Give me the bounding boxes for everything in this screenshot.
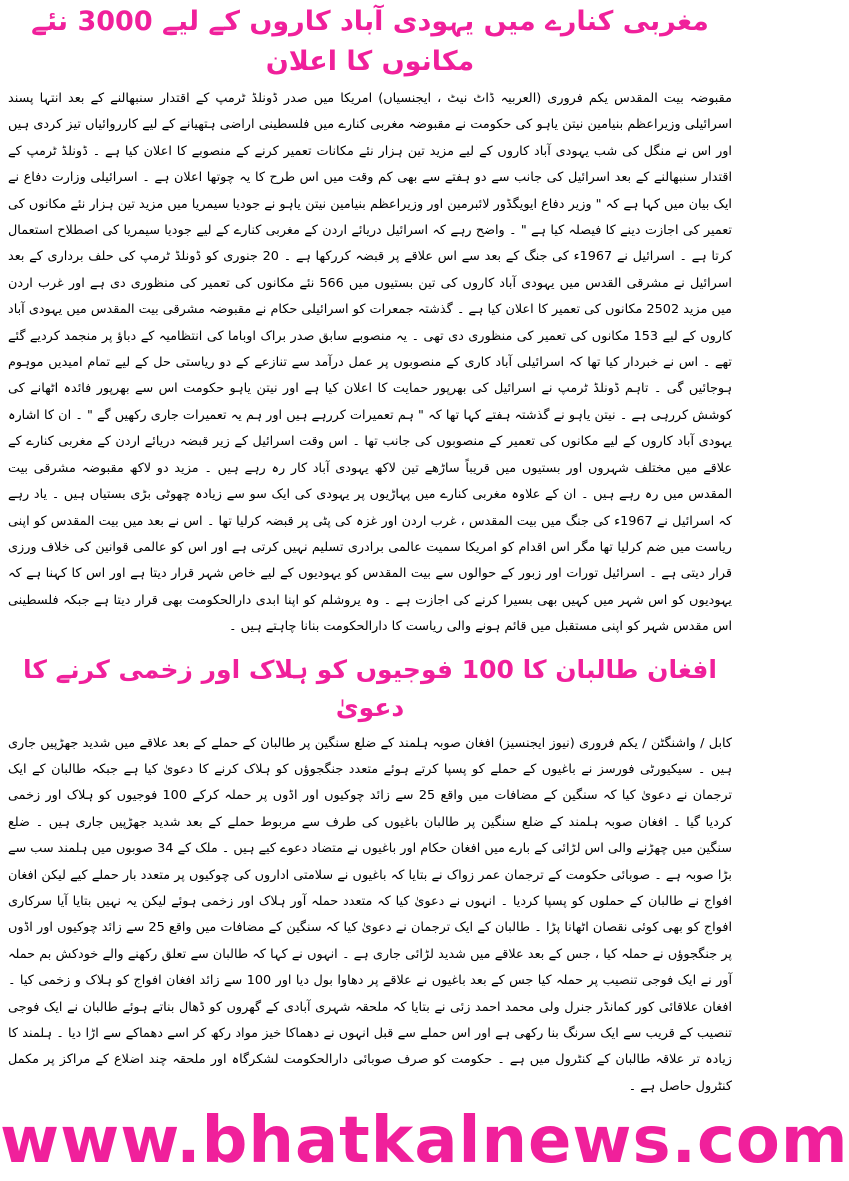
website-footer: www.bhatkalnews.com (0, 1104, 849, 1178)
article-2-body: کابل / واشنگٹن / یکم فروری (نیوز ایجنسیز) افغان صوبہ ہلمند کے ضلع سنگین پر طالبان کے حملے کے بعد علاقے میں شدید جھڑپیں جاری ہیں ۔ سیکیورٹی فورسز نے باغیوں کے حملے کو پسپا کرتے ہوئے متعدد جنگجوؤں کو ہلاک کرنے کا دعویٰ کیا ہے جبکہ طالبان کے ایک ترجمان نے دعویٰ کیا کہ سنگین کے مضافات میں واقع 25 سے زائد چوکیوں اور اڈوں پر حملہ کرکے 100 فوجیوں کو ہلاک اور زخمی کردیا گیا ۔ افغان صوبہ ہلمند کے ضلع سنگین پر طالبان باغیوں کی طرف سے مربوط حملے کے بعد شدید جھڑپیں جاری ہیں ۔ ضلع سنگین میں چھڑنے والی اس لڑائی کے بارے میں افغان حکام اور باغیوں نے متضاد دعوے کیے ہیں ۔ ملک کے 34 صوبوں میں ہلمند سب سے بڑا صوبہ ہے ۔ صوبائی حکومت کے ترجمان عمر زواک نے بتایا کہ باغیوں نے سلامتی اداروں کی چوکیوں پر متعدد بار حملے کیے لیکن افغان افواج نے طالبان کے حملوں کو پسپا کردیا ۔ انہوں نے دعویٰ کیا کہ متعدد حملہ آور ہلاک اور زخمی ہوئے لیکن یہ نہیں بتایا آیا سرکاری افواج کو بھی کوئی نقصان اٹھانا پڑا ۔ طالبان کے ایک ترجمان نے دعویٰ کیا کہ سنگین کے مضافات میں واقع 25 سے زائد چوکیوں اور اڈوں پر جنگجوؤں نے حملہ کیا ، جس کے بعد علاقے میں شدید لڑائی جاری ہے ۔ انہوں نے کہا کہ طالبان سے تعلق رکھنے والے خودکش بم حملہ آور نے ایک فوجی تنصیب پر حملہ کیا جس کے بعد باغیوں نے علاقے پر دھاوا بول دیا اور 100 سے زائد افغان افواج کو ہلاک و زخمی کیا ۔ افغان علاقائی کور کمانڈر جنرل ولی محمد احمد زئی نے بتایا کہ ملحقہ شہری آبادی کے گھروں کو ڈھال بناتے ہوئے طالبان نے ایک فوجی تنصیب کے قریب سے ایک سرنگ بنا رکھی ہے اور اس حملے سے قبل انہوں نے دھماکا خیز مواد رکھ کر اسے دھماکے سے اڑا دیا ۔ ہلمند کا زیادہ تر علاقہ طالبان کے کنٹرول میں ہے ۔ حکومت کو صرف صوبائی دارالحکومت لشکرگاہ اور ملحقہ چند اضلاع کے مراکز پر مکمل کنٹرول حاصل ہے ۔ (8, 735, 733, 1094)
article-1-headline: مغربی کنارے میں یہودی آباد کاروں کے لیے 3000 نئے مکانوں کا اعلان (31, 6, 709, 77)
article-2-headline: افغان طالبان کا 100 فوجیوں کو ہلاک اور زخمی کرنے کا دعویٰ (23, 654, 717, 722)
article-1-body: مقبوضہ بیت المقدس یکم فروری (العربیہ ڈاٹ نیٹ ، ایجنسیاں) امریکا میں صدر ڈونلڈ ٹرمپ کے اقتدار سنبھالنے کے بعد انتہا پسند اسرائیلی وزیراعظم بنیامین نیتن یاہو کی حکومت نے مقبوضہ مغربی کنارے میں فلسطینی اراضی ہتھیانے کے لیے کارروائیاں تیز کردی ہیں اور اس نے منگل کی شب یہودی آباد کاروں کے لیے مزید تین ہزار نئے مکانات تعمیر کرنے کے منصوبے کا اعلان کیا ہے ۔ ڈونلڈ ٹرمپ کے اقتدار سنبھالنے کے بعد اسرائیل کی جانب سے دو ہفتے سے بھی کم وقت میں اس طرح کا یہ چوتھا اعلان ہے ۔ اسرائیلی وزارت دفاع نے ایک بیان میں کہا ہے کہ " وزیر دفاع ایویگڈور لائبرمین اور وزیراعظم بنیامین نیتن یاہو نے جودیا سیمریا میں مزید تین ہزار نئے مکانوں کی تعمیر کی اجازت دینے کا فیصلہ کیا ہے " ۔ واضح رہے کہ اسرائیل دریائے اردن کے مغربی کنارے کے لیے جودیا سیمریا کی اصطلاح استعمال کرتا ہے ۔ اسرائیل نے 1967ء کی جنگ کے بعد سے اس علاقے پر قبضہ کررکھا ہے ۔ 20 جنوری کو ڈونلڈ ٹرمپ کی حلف برداری کے بعد اسرائیل نے مشرقی القدس میں یہودی آباد کاروں کی تین بستیوں میں 566 نئے مکانوں کی تعمیر کی منظوری دی ہے اور غرب اردن میں مزید 2502 مکانوں کی تعمیر کا اعلان کیا ہے ۔ گذشتہ جمعرات کو اسرائیلی حکام نے مقبوضہ مشرقی بیت المقدس میں یہودی آباد کاروں کے لیے 153 مکانوں کی تعمیر کی منظوری دی تھی ۔ یہ منصوبے سابق صدر براک اوباما کی انتظامیہ کے دباؤ پر منجمد کردیے گئے تھے ۔ اس نے خبردار کیا تھا کہ اسرائیلی آباد کاری کے منصوبوں پر عمل درآمد سے تنازعے کے دو ریاستی حل کے لیے تمام امیدیں موہوم ہوجائیں گی ۔ تاہم ڈونلڈ ٹرمپ نے اسرائیل کی بھرپور حمایت کا اعلان کیا ہے اور نیتن یاہو حکومت اس سے بھرپور فائدہ اٹھانے کی کوشش کررہی ہے ۔ نیتن یاہو نے گذشتہ ہفتے کہا تھا کہ " ہم تعمیرات کررہے ہیں اور ہم یہ تعمیرات جاری رکھیں گے " ۔ ان کا اشارہ یہودی آباد کاروں کے لیے مکانوں کی تعمیر کے منصوبوں کی جانب تھا ۔ اس وقت اسرائیل کے زیر قبضہ دریائے اردن کے مغربی کنارے کے علاقے میں مختلف شہروں اور بستیوں میں قریباً ساڑھے تین لاکھ یہودی آباد کار رہ رہے ہیں ۔ مزید دو لاکھ مقبوضہ مشرقی بیت المقدس میں رہ رہے ہیں ۔ ان کے علاوہ مغربی کنارے میں پہاڑیوں پر یہودی کی ایک سو سے زیادہ چھوٹی بڑی بستیاں ہیں ۔ یاد رہے کہ اسرائیل نے 1967ء کی جنگ میں بیت المقدس ، غرب اردن اور غزہ کی پٹی پر قبضہ کرلیا تھا ۔ اس نے بعد میں بیت المقدس کو اپنی ریاست میں ضم کرلیا تھا مگر اس اقدام کو امریکا سمیت عالمی برادری تسلیم نہیں کرتی ہے اور اس کو عالمی قوانین کی خلاف ورزی قرار دیتی ہے ۔ اسرائیل تورات اور زبور کے حوالوں سے بیت المقدس کو یہودیوں کے لیے خاص شہر قرار دیتا ہے اور اس کا کہنا ہے کہ یہودیوں کو اس شہر میں کہیں بھی بسیرا کرنے کی اجازت ہے ۔ وہ یروشلم کو اپنا ابدی دارالحکومت بھی قرار دیتا ہے جبکہ فلسطینی اس مقدس شہر کو اپنی مستقبل میں قائم ہونے والی ریاست کا دارالحکومت بنانا چاہتے ہیں ۔ (8, 91, 732, 635)
